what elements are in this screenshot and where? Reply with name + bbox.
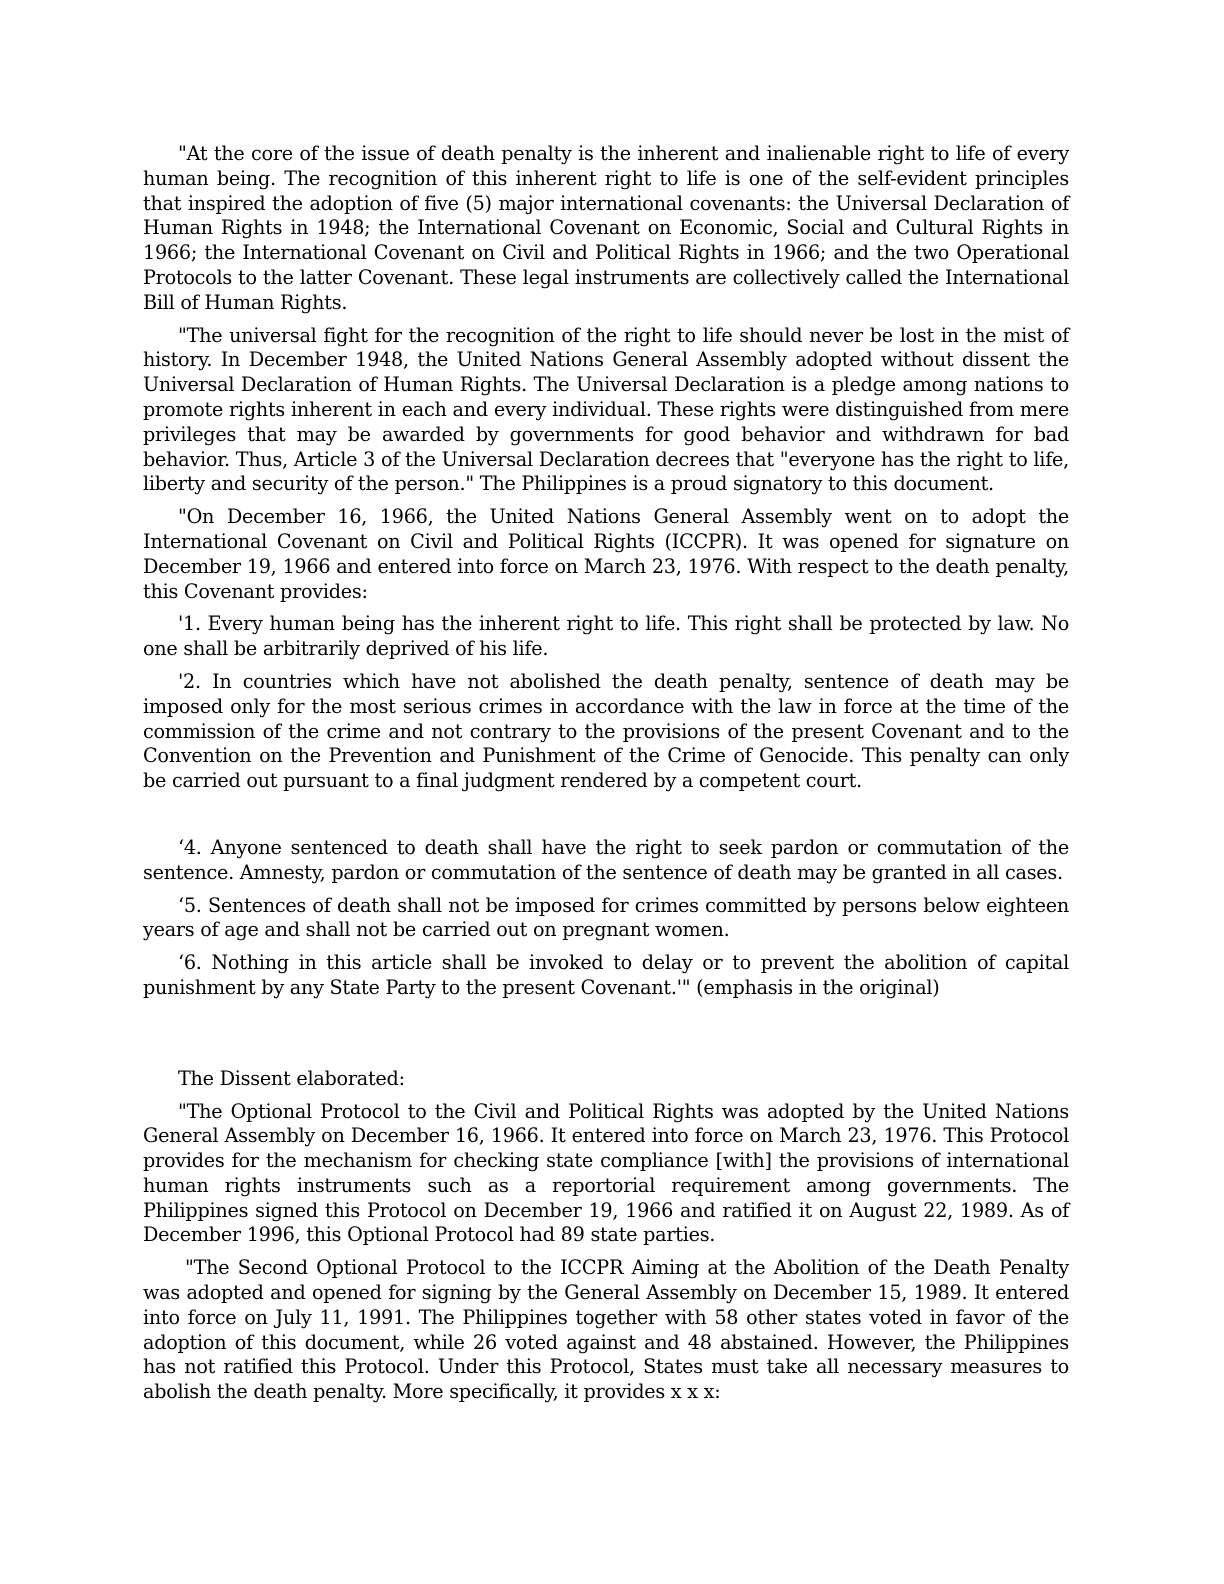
paragraph-iccpr-adoption: "On December 16, 1966, the United Nations General Assembly went on to adopt the International Covenant on Civil and Political Rights (ICCPR). It was opened for signature on December 19, 1966 and entered into force on March 23, 1976. With respect to the death penalty, this Covenant provides:	[143, 505, 1069, 603]
paragraph-optional-protocol: "The Optional Protocol to the Civil and Political Rights was adopted by the United Nations General Assembly on December 16, 1966. It entered into force on March 23, 1976. This Protocol provides for the mechanism for checking state compliance [with] the provisions of international human rights instruments such as a reportorial requirement among governments. The Philippines signed this Protocol on December 19, 1966 and ratified it on August 22, 1989. As of December 1996, this Optional Protocol had 89 state parties.	[143, 1099, 1069, 1247]
paragraph-dissent-elaborated: The Dissent elaborated:	[178, 1066, 405, 1090]
document-page	[143, 142, 1069, 1413]
paragraph-universal-fight: "The universal fight for the recognition of the right to life should never be lost in the mist of history. In December 1948, the United Nations General Assembly adopted without dissent the Universal Declaration of Human Rights. The Universal Declaration is a pledge among nations to promote rights inherent in each and every individual. These rights were distinguished from mere privileges that may be awarded by governments for good behavior and withdrawn for bad behavior. Thus, Article 3 of the Universal Declaration decrees that "everyone has the right to life, liberty and security of the person." The Philippines is a proud signatory to this document.	[143, 323, 1069, 496]
paragraph-covenant-item-4: ‘4. Anyone sentenced to death shall have the right to seek pardon or commutation of the sentence. Amnesty, pardon or commutation of the sentence of death may be granted in all cases.	[143, 835, 1069, 884]
paragraph-covenant-item-2: '2. In countries which have not abolished the death penalty, sentence of death may be imposed only for the most serious crimes in accordance with the law in force at the time of the commission of the crime and not contrary to the provisions of the present Covenant and to the Convention on the Prevention and Punishment of the Crime of Genocide. This penalty can only be carried out pursuant to a final judgment rendered by a competent court.	[143, 669, 1069, 793]
paragraph-covenant-item-5: ‘5. Sentences of death shall not be imposed for crimes committed by persons below eighteen years of age and shall not be carried out on pregnant women.	[143, 893, 1069, 942]
paragraph-covenant-item-1: '1. Every human being has the inherent right to life. This right shall be protected by law. No one shall be arbitrarily deprived of his life.	[143, 612, 1069, 661]
paragraph-second-optional-protocol: "The Second Optional Protocol to the ICCPR Aiming at the Abolition of the Death Penalty was adopted and opened for signing by the General Assembly on December 15, 1989. It entered into force on July 11, 1991. The Philippines together with 58 other states voted in favor of the adoption of this document, while 26 voted against and 48 abstained. However, the Philippines has not ratified this Protocol. Under this Protocol, States must take all necessary measures to abolish the death penalty. More specifically, it provides x x x:	[143, 1256, 1069, 1404]
paragraph-covenant-item-6: ‘6. Nothing in this article shall be invoked to delay or to prevent the abolition of capital punishment by any State Party to the present Covenant.'" (emphasis in the original)	[143, 951, 1069, 999]
paragraph-core-issue: "At the core of the issue of death penalty is the inherent and inalienable right to life of every human being. The recognition of this inherent right to life is one of the self-evident principles that inspired the adoption of five (5) major international covenants: the Universal Declaration of Human Rights in 1948; the International Covenant on Economic, Social and Cultural Rights in 1966; the International Covenant on Civil and Political Rights in 1966; and the two Operational Protocols to the latter Covenant. These legal instruments are collectively called the International Bill of Human Rights.	[143, 142, 1069, 314]
